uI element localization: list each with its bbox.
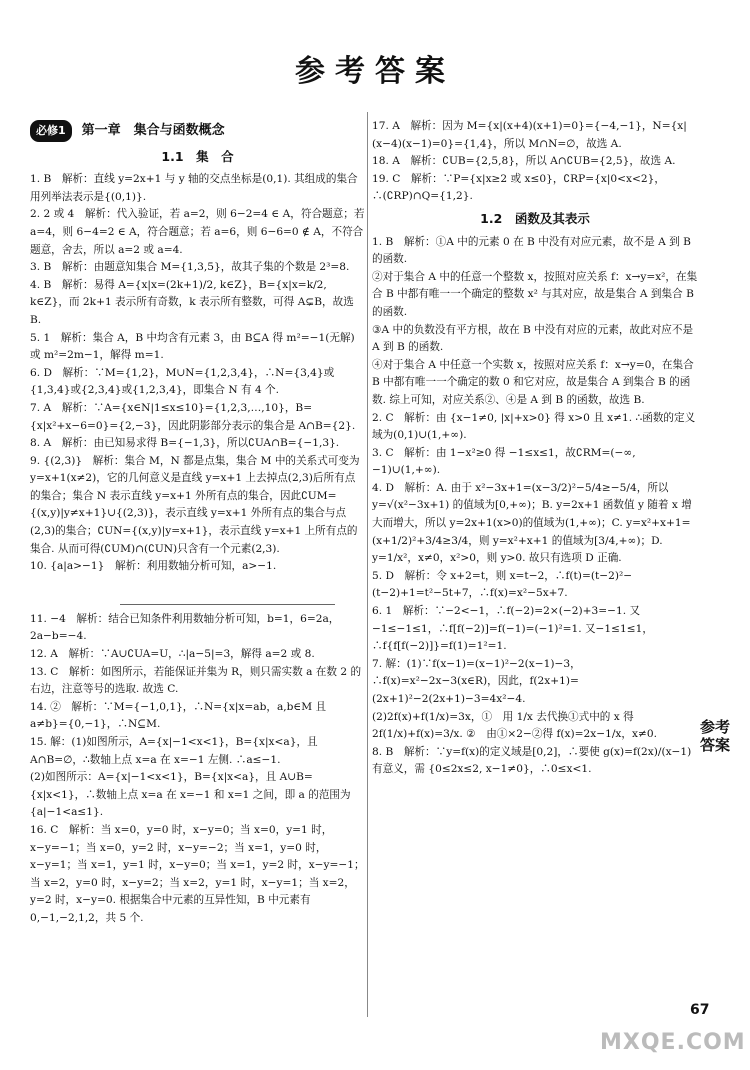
right-column	[372, 118, 698, 779]
section-title-1-2: 1.2 函数及其表示	[480, 210, 590, 226]
answer-item: 8. B 解析：∵y=f(x)的定义域是[0,2]，∴要使 g(x)=f(2x)/(x−1) 有意义，需 {0≤2x≤2, x−1≠0}，∴0≤x<1.	[372, 745, 692, 776]
left-column	[30, 118, 365, 928]
page-title: 参考答案	[295, 54, 455, 89]
answer-item: 12. A 解析：∵A∪∁UA=U，∴|a−5|=3，解得 a=2 或 8.	[30, 648, 315, 661]
answer-item: 2. C 解析：由 {x−1≠0, |x|+x>0} 得 x>0 且 x≠1. ∴函数的定义域为(0,1)∪(1,+∞).	[372, 411, 696, 442]
textbook-badge: 必修1	[30, 120, 72, 142]
answer-item: ④对于集合 A 中任意一个实数 x，按照对应关系 f：x→y=0，在集合 B 中都有唯一一个确定的数 0 和它对应，故是集合 A 到集合 B 的函数. 综上可知，对应关系②、④是 A 到 B 的函数，故选 B.	[372, 358, 694, 406]
answer-item: 18. A 解析：∁UB={2,5,8}，所以 A∩∁UB={2,5}，故选 A.	[372, 155, 676, 168]
answer-item: 6. 1 解析：∵−2<−1，∴f(−2)=2×(−2)+3=−1. 又−1≤−1≤1，∴f[f(−2)]=f(−1)=(−1)²=1. 又−1≤1≤1，∴f{f[f(−2)]}=f(1)=1²=1.	[372, 605, 653, 653]
answer-item: 4. D 解析：A. 由于 x²−3x+1=(x−3/2)²−5/4≥−5/4，所以 y=√(x²−3x+1) 的值域为[0,+∞)；B. y=2x+1 函数值 y 随着 x 增大而增大，所以 y=2x+1(x>0)的值域为(1,+∞)；C. y=x²+x+1=(x+1/2)²+3/4≥3/4，则 y=x²+x+1 的值域为[3/4,+∞)；D. y=1/x²，x≠0，x²>0，则 y>0. 故只有选项 D 正确.	[372, 481, 692, 565]
answer-item: 15. 解：(1)如图所示，A={x|−1<x<1}，B={x|x<a}，且 A∩B=∅，∴数轴上点 x=a 在 x=−1 左侧. ∴a≤−1.	[30, 736, 318, 766]
answer-item: 10. {a|a>−1} 解析：利用数轴分析可知，a>−1.	[30, 560, 277, 573]
answer-item: 3. B 解析：由题意知集合 M={1,3,5}，故其子集的个数是 2³=8.	[30, 261, 350, 274]
answer-item: 5. 1 解析：集合 A，B 中均含有元素 3，由 B⊆A 得 m²=−1(无解)或 m²=2m−1，解得 m=1.	[30, 331, 355, 362]
column-divider	[367, 112, 368, 1017]
answer-item: 19. C 解析：∵P={x|x≥2 或 x≤0}，∁RP={x|0<x<2}，∴(∁RP)∩Q={1,2}.	[372, 172, 665, 203]
answer-item: ③A 中的负数没有平方根，故在 B 中没有对应的元素，故此对应不是 A 到 B 的函数.	[372, 323, 694, 354]
side-tab-label	[700, 718, 730, 754]
answer-item: 16. C 解析：当 x=0，y=0 时，x−y=0；当 x=0，y=1 时，x−y=−1；当 x=0，y=2 时，x−y=−2；当 x=1，y=0 时，x−y=1；当 x=1，y=1 时，x−y=0；当 x=1，y=2 时，x−y=−1；当 x=2，y=0 时，x−y=2；当 x=2，y=1 时，x−y=1；当 x=2，y=2 时，x−y=0. 根据集合中元素的互异性知，B 中元素有 0,−1,−2,1,2，共 5 个.	[30, 823, 365, 924]
answer-item: (2)如图所示：A={x|−1<x<1}，B={x|x<a}，且 A∪B={x|x<1}，∴数轴上点 x=a 在 x=−1 和 x=1 之间，即 a 的范围为{a|−1<a≤1}.	[30, 771, 351, 819]
chapter-heading	[30, 120, 365, 142]
answer-item: 6. D 解析：∵M={1,2}，M∪N={1,2,3,4}，∴N={3,4}或{1,3,4}或{2,3,4}或{1,2,3,4}，即集合 N 有 4 个.	[30, 366, 335, 397]
chapter-title: 第一章 集合与函数概念	[81, 123, 225, 138]
section-title-1-1: 1.1 集 合	[161, 148, 234, 164]
answer-item: 9. {(2,3)} 解析：集合 M，N 都是点集，集合 M 中的关系式可变为 y=x+1(x≠2)，它的几何意义是直线 y=x+1 上去掉点(2,3)后所有点的集合；集合 N 表示直线 y=x+1 外所有点的集合，因此∁UM={(x,y)|y≠x+1}∪{(2,3)}，表示直线 y=x+1 外所有点的集合与点(2,3)的集合；∁UN={(x,y)|y=x+1}，表示直线 y=x+1 上所有点的集合. 从而可得(∁UM)∩(∁UN)只含有一个元素(2,3).	[30, 454, 360, 555]
answer-item: 14. ② 解析：∵M={−1,0,1}，∴N={x|x=ab，a,b∈M 且 a≠b}={0,−1}，∴N⊆M.	[30, 700, 327, 731]
answer-item: 5. D 解析：令 x+2=t，则 x=t−2，∴f(t)=(t−2)²−(t−2)+1=t²−5t+7，∴f(x)=x²−5x+7.	[372, 569, 633, 600]
number-line-diagram	[120, 578, 335, 605]
answer-item: 7. A 解析：∵A={x∈N|1≤x≤10}={1,2,3,…,10}，B={x|x²+x−6=0}={2,−3}，因此阴影部分表示的集合是 A∩B={2}.	[30, 401, 356, 432]
watermark: MXQE.COM	[600, 1030, 746, 1055]
page-number: 67	[690, 1002, 710, 1018]
answer-item: 17. A 解析：因为 M={x|(x+4)(x+1)=0}={−4,−1}，N={x|(x−4)(x−1)=0}={1,4}，所以 M∩N=∅，故选 A.	[372, 120, 687, 150]
answer-item: 1. B 解析：①A 中的元素 0 在 B 中没有对应元素，故不是 A 到 B 的函数.	[372, 235, 691, 266]
answer-item: 8. A 解析：由已知易求得 B={−1,3}，所以∁UA∩B={−1,3}.	[30, 437, 340, 450]
answer-item: ②对于集合 A 中的任意一个整数 x，按照对应关系 f：x→y=x²，在集合 B 中都有唯一一个确定的整数 x² 与其对应，故是集合 A 到集合 B 的函数.	[372, 270, 698, 318]
answer-item: 11. −4 解析：结合已知条件利用数轴分析可知，b=1，6=2a，2a−b=−4.	[30, 612, 340, 643]
answer-item: 1. B 解析：直线 y=2x+1 与 y 轴的交点坐标是(0,1). 其组成的集合用列举法表示是{(0,1)}.	[30, 173, 358, 203]
answer-item: 4. B 解析：易得 A={x|x=(2k+1)/2, k∈Z}，B={x|x=k/2, k∈Z}，而 2k+1 表示所有奇数，k 表示所有整数，可得 A⊊B，故选 B.	[30, 278, 354, 326]
answer-item: 7. 解：(1)∵f(x−1)=(x−1)²−2(x−1)−3，∴f(x)=x²−2x−3(x∈R)，因此，f(2x+1)=(2x+1)²−2(2x+1)−3=4x²−4.	[372, 657, 581, 705]
answer-item: 13. C 解析：如图所示，若能保证并集为 R，则只需实数 a 在数 2 的右边，注意等号的选取. 故选 C.	[30, 665, 362, 696]
answer-item: 3. C 解析：由 1−x²≥0 得 −1≤x≤1，故∁RM=(−∞,−1)∪(1,+∞).	[372, 446, 636, 477]
side-tab-text: 参考答案	[700, 718, 731, 754]
answer-item: 2. 2 或 4 解析：代入验证，若 a=2，则 6−2=4 ∈ A，符合题意；若 a=4，则 6−4=2 ∈ A，符合题意；若 a=6，则 6−6=0 ∉ A，不符合题意，舍去，所以 a=2 或 a=4.	[30, 208, 365, 256]
answer-item: (2)2f(x)+f(1/x)=3x，① 用 1/x 去代换①式中的 x 得 2f(1/x)+f(x)=3/x. ② 由①×2−②得 f(x)=2x−1/x，x≠0.	[372, 710, 657, 741]
